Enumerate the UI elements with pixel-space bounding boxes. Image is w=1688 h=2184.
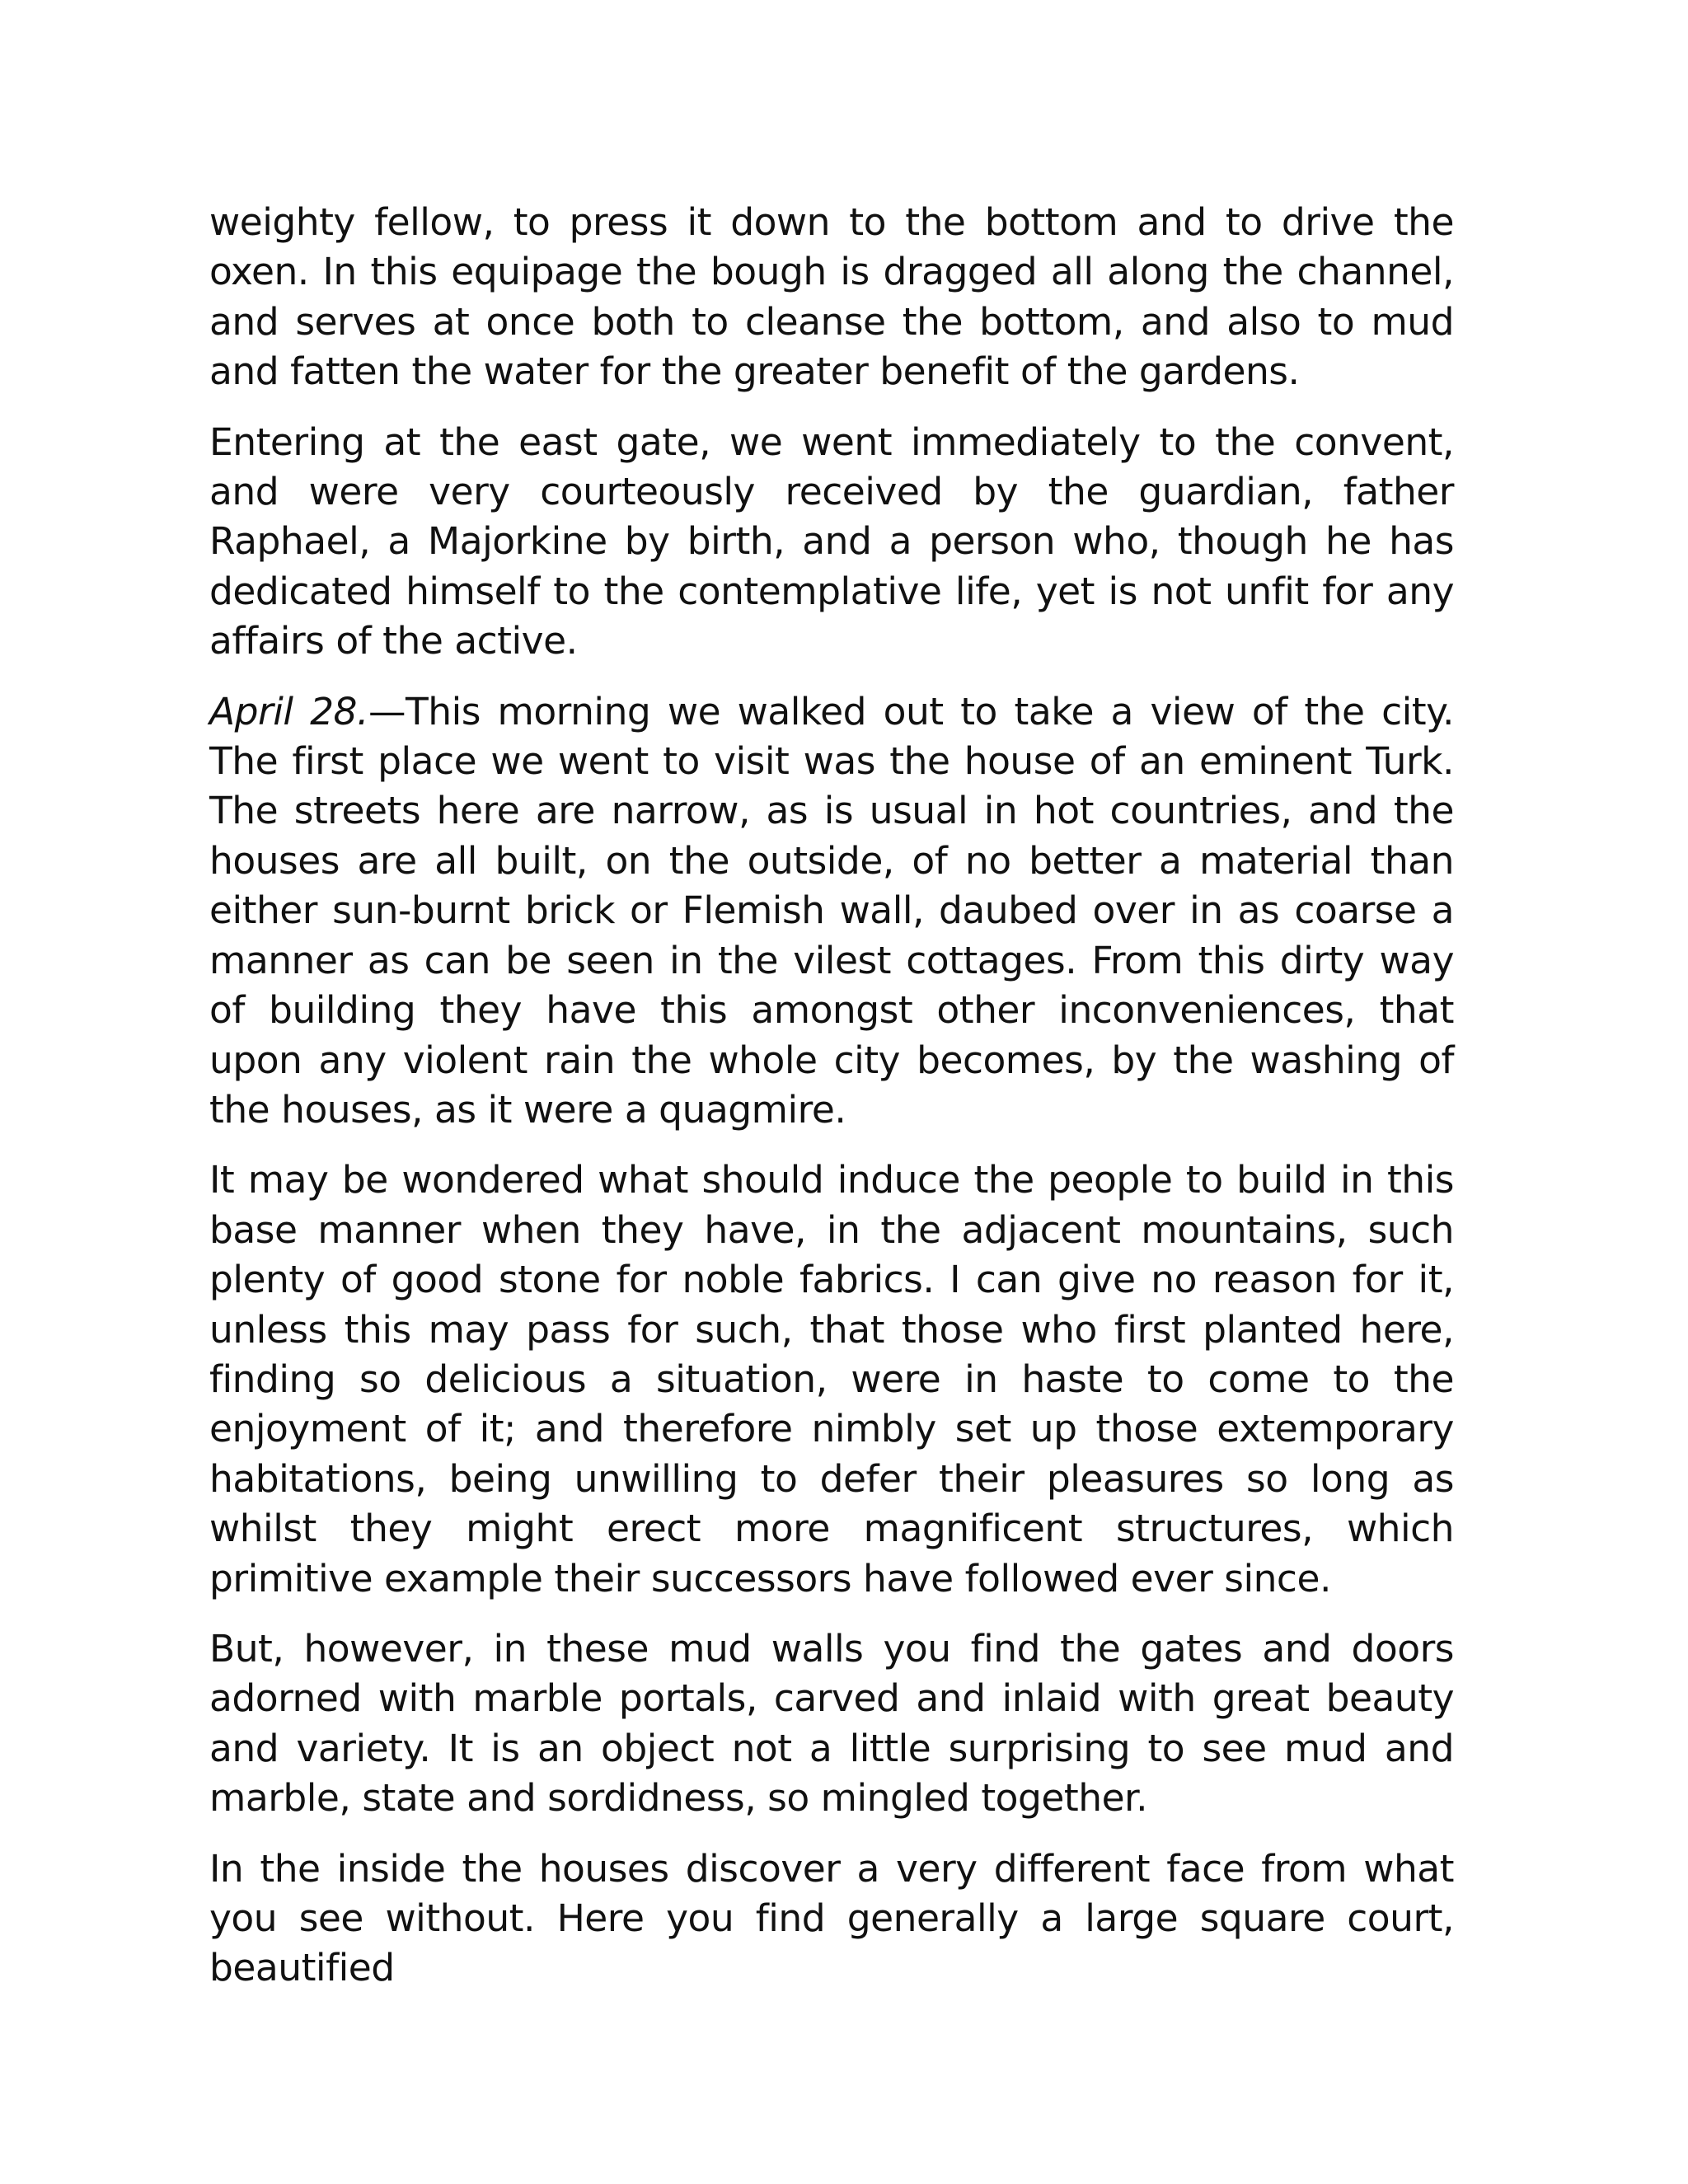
paragraph-1-text: weighty fellow, to press it down to the bottom and to drive the oxen. In this equipage the bough is dragged all along the channel, and serves at once both to cleanse the bottom, and also to mud and fatten the water for the greater benefit of the gardens.: [209, 200, 1454, 394]
paragraph-6: [209, 1844, 1454, 1994]
paragraph-4-text: It may be wondered what should induce the people to build in this base manner when they have, in the adjacent mountains, such plenty of good stone for noble fabrics. I can give no reason for it, unless this may pass for such, that those who first planted here, finding so delicious a situation, were in haste to come to the enjoyment of it; and therefore nimbly set up those extemporary habitations, being unwilling to defer their pleasures so long as whilst they might erect more magnificent structures, which primitive example their successors have followed ever since.: [209, 1158, 1454, 1601]
paragraph-5-text: But, however, in these mud walls you find the gates and doors adorned with marble portals, carved and inlaid with great beauty and variety. It is an object not a little surprising to see mud and marble, state and sordidness, so mingled together.: [209, 1626, 1454, 1821]
paragraph-3-text: —This morning we walked out to take a view of the city. The first place we went to visit was the house of an eminent Turk. The streets here are narrow, as is usual in hot countries, and the houses are all built, on the outside, of no better a material than either sun-burnt brick or Flemish wall, daubed over in as coarse a manner as can be seen in the vilest cottages. From this dirty way of building they have this amongst other inconveniences, that upon any violent rain the whole city becomes, by the washing of the houses, as it were a quagmire.: [209, 689, 1454, 1132]
paragraph-5: [209, 1624, 1454, 1824]
paragraph-2: [209, 418, 1454, 667]
paragraph-6-text: In the inside the houses discover a very different face from what you see without. Here you find generally a large square court, beautified: [209, 1846, 1454, 1990]
paragraph-2-text: Entering at the east gate, we went immediately to the convent, and were very courteously received by the guardian, father Raphael, a Majorkine by birth, and a person who, though he has dedicated himself to the contemplative life, yet is not unfit for any affairs of the active.: [209, 419, 1454, 663]
body-text: [209, 198, 1454, 1994]
paragraph-1: [209, 198, 1454, 397]
entry-date: April 28.: [209, 689, 368, 733]
paragraph-4: [209, 1155, 1454, 1604]
paragraph-3: [209, 687, 1454, 1136]
